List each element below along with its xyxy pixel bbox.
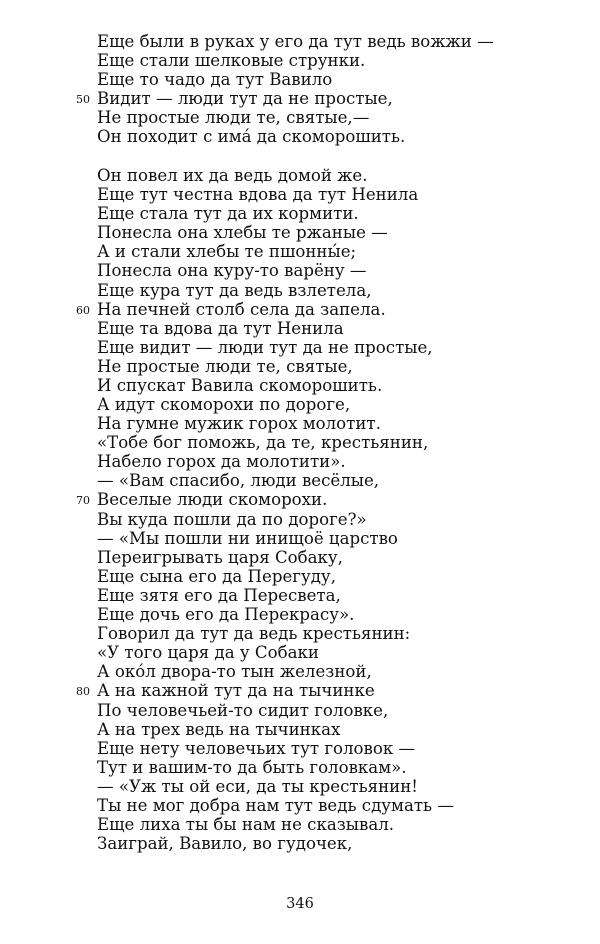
poem-line-text: Еще сына его да Перегуду, — [97, 566, 336, 586]
poem-line-text: Еще кура тут да ведь взлетела, — [97, 280, 372, 300]
poem-line-text: И спускат Вавила скоморошить. — [97, 376, 383, 396]
stanza — [0, 395, 600, 853]
line-number: 50 — [76, 93, 90, 107]
poem-line-text: Еще то чадо да тут Вавило — [97, 70, 333, 90]
poem-line — [0, 395, 600, 414]
poem-line — [0, 414, 600, 433]
poem-line — [0, 261, 600, 280]
poem-line — [0, 433, 600, 452]
poem-line-text: Он повел их да ведь домой же. — [97, 166, 368, 185]
poem-line — [0, 490, 600, 509]
line-number: 60 — [76, 303, 90, 317]
poem-line — [0, 185, 600, 204]
poem-line-text: На печней столб села да запела. — [97, 299, 386, 319]
line-number: 70 — [76, 494, 90, 508]
poem-line-text: Заиграй, Вавило, во гудочек, — [97, 834, 353, 854]
poem-line — [0, 815, 600, 834]
poem-line-text: Не простые люди те, святые, — [97, 356, 353, 376]
poem-line — [0, 777, 600, 796]
poem-line-text: Еще дочь его да Перекрасу». — [97, 605, 355, 625]
poem-line-text: Переигрывать царя Собаку, — [97, 547, 343, 567]
poem-line — [0, 681, 600, 700]
page-number: 346 — [286, 896, 314, 912]
poem-line — [0, 452, 600, 471]
poem-line-text: Понесла она хлебы те ржаные — — [97, 223, 388, 243]
poem-line — [0, 834, 600, 853]
poem-line — [0, 223, 600, 242]
poem-line-text: Не простые люди те, святые,— — [97, 108, 370, 128]
poem-line — [0, 51, 600, 70]
line-number: 80 — [76, 685, 90, 699]
poem-line-text: Еще видит — люди тут да не простые, — [97, 337, 433, 357]
poem-line-text: Еще стали шелковые струнки. — [97, 51, 366, 71]
poem-line — [0, 548, 600, 567]
poem-line — [0, 300, 600, 319]
poem-line — [0, 739, 600, 758]
poem-line — [0, 758, 600, 777]
poem-line-text: А око́л двора-то тын железной, — [97, 662, 372, 682]
poem-line — [0, 281, 600, 300]
poem-line — [0, 70, 600, 89]
poem-line-text: Набело горох да молотити». — [97, 452, 346, 472]
poem-line-text: — «Уж ты ой еси, да ты крестьянин! — [97, 776, 418, 796]
poem-line — [0, 357, 600, 376]
poem-line — [0, 510, 600, 529]
poem-line — [0, 471, 600, 490]
poem-line — [0, 605, 600, 624]
stanza — [0, 32, 600, 147]
poem-line — [0, 32, 600, 51]
poem-line — [0, 796, 600, 815]
poem-line — [0, 338, 600, 357]
poem-line-text: Еще лиха ты бы нам не сказывал. — [97, 815, 395, 835]
poem-line — [0, 701, 600, 720]
poem-line-text: «Тобе бог поможь, да те, крестьянин, — [97, 433, 429, 453]
poem-line-text: Еще зятя его да Пересвета, — [97, 585, 341, 605]
poem-line-text: Понесла она куру-то варёну — — [97, 261, 367, 281]
stanza — [0, 166, 600, 395]
poem-line-text: Еще стала тут да их кормити. — [97, 204, 359, 224]
poem-line-text: А на трех ведь на тычинках — [97, 719, 341, 739]
poem-line-text: Он походит с има́ да скоморошить. — [97, 127, 406, 147]
poem-line-text: Еще та вдова да тут Ненила — [97, 318, 344, 338]
poem-line — [0, 204, 600, 223]
poem-line — [0, 529, 600, 548]
poem-line — [0, 89, 600, 108]
poem-line-text: Видит — люди тут да не простые, — [97, 89, 393, 109]
poem-line — [0, 319, 600, 338]
poem-line-text: По человечьей-то сидит головке, — [97, 700, 389, 720]
poem-line — [0, 720, 600, 739]
poem-line — [0, 586, 600, 605]
poem-line — [0, 624, 600, 643]
poem-line — [0, 567, 600, 586]
poem-line — [0, 127, 600, 146]
poem-line-text: «У того царя да у Собаки — [97, 643, 319, 663]
poem-line-text: А и стали хлебы те пшонны́е; — [97, 242, 357, 262]
poem-line — [0, 662, 600, 681]
poem-line-text: Вы куда пошли да по дороге?» — [97, 509, 367, 529]
poem-line — [0, 643, 600, 662]
poem-line — [0, 166, 600, 185]
poem-line-text: Тут и вашим-то да быть головкам». — [97, 757, 407, 777]
poem-line-text: — «Мы пошли ни инищоё царство — [97, 528, 398, 548]
poem-line-text: А идут скоморохи по дороге, — [97, 395, 351, 414]
poem-line-text: Говорил да тут да ведь крестьянин: — [97, 624, 411, 644]
poem-line — [0, 108, 600, 127]
poem-line-text: А на кажной тут да на тычинке — [97, 681, 375, 701]
poem-line — [0, 376, 600, 395]
poem-line-text: Еще были в руках у его да тут ведь вожжи — — [97, 32, 494, 51]
poem-line-text: Еще тут честна вдова да тут Ненила — [97, 185, 419, 205]
poem-line-text: — «Вам спасибо, люди весёлые, — [97, 471, 380, 491]
poem-line — [0, 242, 600, 261]
poem-line-text: Веселые люди скоморохи. — [97, 490, 328, 510]
poem-line-text: На гумне мужик горох молотит. — [97, 414, 381, 434]
poem-line-text: Ты не мог добра нам тут ведь сдумать — — [97, 795, 454, 815]
poem-line-text: Еще нету человечьих тут головок — — [97, 738, 416, 758]
